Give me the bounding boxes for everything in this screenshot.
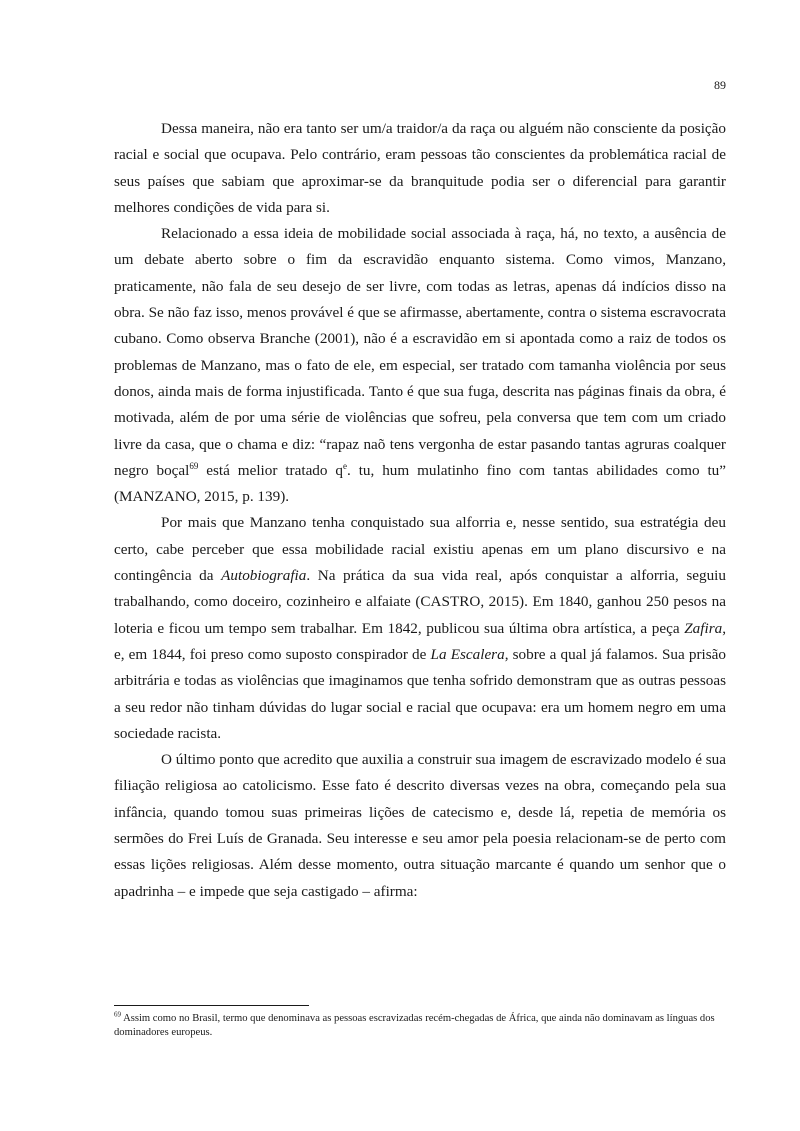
paragraph-3-text-a: Por mais que Manzano tenha conquistado sua alforria e, nesse sentido, sua estratégia deu certo, cabe perceber que essa mobilidade racial existiu apenas em um plano discursivo e na contingência da xyxy=(114,514,726,585)
paragraph-3 xyxy=(114,510,726,747)
paragraph-3-text-d: , sobre a qual já falamos. Sua prisão arbitrária e todas as violências que imaginamos que tenha sofrido demonstram que as outras pessoas a seu redor não tinham dúvidas do lugar social e racial que ocupava: era um homem negro em uma sociedade racista. xyxy=(114,645,726,742)
footnote-69 xyxy=(114,1012,726,1040)
paragraph-2 xyxy=(114,221,726,510)
page-number: 89 xyxy=(714,78,726,92)
footnote-reference-69: 69 xyxy=(189,460,199,471)
italic-title-zafira: Zafira xyxy=(684,619,723,637)
paragraph-3-text-b: . Na prática da sua vida real, após conquistar a alforria, seguiu trabalhando, como doceiro, cozinheiro e alfaiate (CASTRO, 2015). Em 1840, ganhou 250 pesos na loteria e ficou um tempo sem trabalhar. Em 1842, publicou sua última obra artística, a peça xyxy=(114,567,726,637)
paragraph-2-text-b: está melior tratado q xyxy=(198,461,343,479)
italic-title-autobiografia: Autobiografia xyxy=(221,567,307,585)
paragraph-3-text-c: , e, em 1844, foi preso como suposto conspirador de xyxy=(114,619,726,663)
superscript-e: e xyxy=(343,460,347,471)
paragraph-2-text-a: Relacionado a essa ideia de mobilidade social associada à raça, há, no texto, a ausência de um debate aberto sobre o fim da escravidão enquanto sistema. Como vimos, Manzano, praticamente, não fala de seu desejo de ser livre, com todas as letras, apenas dá indícios disso na obra. Se não faz isso, menos provável é que se afirmasse, abertamente, contra o sistema escravocrata cubano. Como observa Branche (2001), não é a escravidão em si apontada como a raiz de todos os problemas de Manzano, mas o fato de ele, em especial, ser tratado com tamanha violência por seus donos, ainda mais de forma injustificada. Tanto é que sua fuga, descrita nas páginas finais da obra, é motivada, além de por uma série de violências que sofreu, pela conversa que tem com um criado livre da casa, que o chama e diz: “rapaz naõ tens vergonha de estar pasando tantas agruras coalquer negro boçal xyxy=(114,225,726,479)
footnote-text: Assim como no Brasil, termo que denominava as pessoas escravizadas recém-chegadas de África, que ainda não dominavam as línguas dos dominadores europeus. xyxy=(114,1013,715,1038)
footnote-separator xyxy=(114,1005,309,1006)
paragraph-1: Dessa maneira, não era tanto ser um/a traidor/a da raça ou alguém não consciente da posição racial e social que ocupava. Pelo contrário, eram pessoas tão conscientes da problemática racial de seus países que sabiam que aproximar-se da branquitude podia ser o diferencial para garantir melhores condições de vida para si. xyxy=(114,120,726,216)
body-text xyxy=(114,116,726,905)
footnote-number: 69 xyxy=(114,1010,121,1019)
italic-title-la-escalera: La Escalera xyxy=(430,645,505,663)
paragraph-2-text-c: . tu, hum mulatinho fino com tantas abilidades como tu” (MANZANO, 2015, p. 139). xyxy=(114,461,726,506)
paragraph-4: O último ponto que acredito que auxilia a construir sua imagem de escravizado modelo é sua filiação religiosa ao catolicismo. Esse fato é descrito diversas vezes na obra, começando pela sua infância, quando tomou suas primeiras lições de catecismo e, desde lá, repetia de memória os sermões do Frei Luís de Granada. Seu interesse e seu amor pela poesia relacionam-se de perto com essas lições religiosas. Além desse momento, outra situação marcante é quando um senhor que o apadrinha – e impede que seja castigado – afirma: xyxy=(114,751,726,900)
